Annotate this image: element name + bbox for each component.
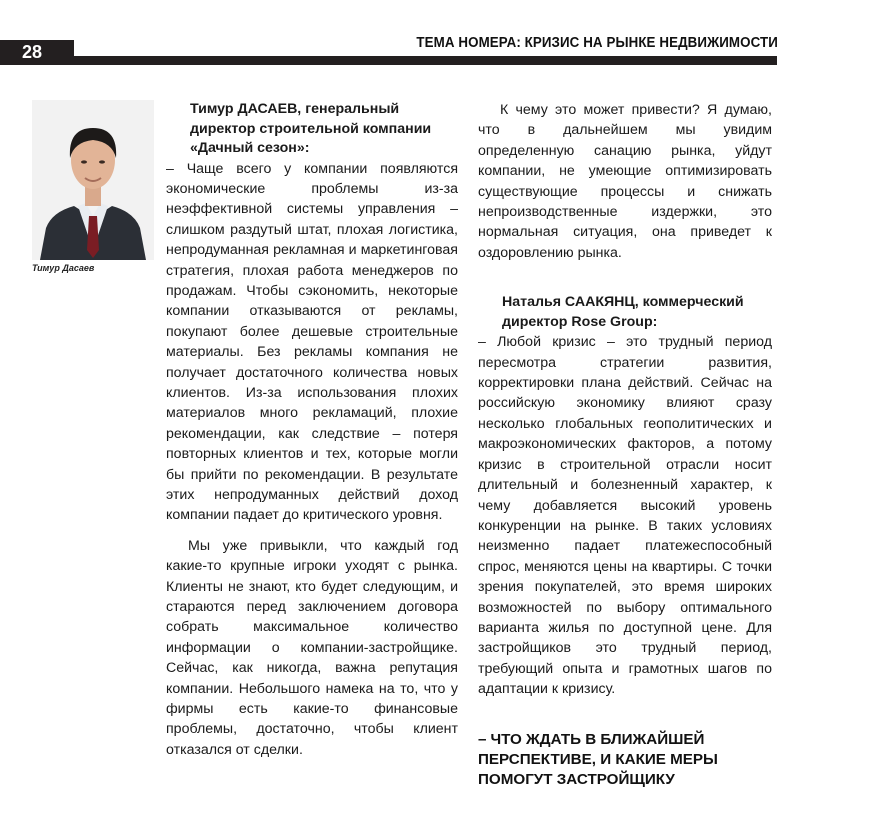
photo-caption: Тимур Дасаев [32, 263, 95, 273]
speaker-heading: Тимур ДАСАЕВ, генеральный директор строительной компании «Дачный сезон»: [190, 101, 432, 156]
header-rule [74, 56, 777, 65]
section-title: ТЕМА НОМЕРА: КРИЗИС НА РЫНКЕ НЕДВИЖИМОСТИ [416, 35, 778, 51]
paragraph: Мы уже привыкли, что каждый год какие-то крупные игроки уходят с рынка. Клиенты не знают, кто будет следующим, и стараются перед заключением договора собрать максимальное количество информации о компании-застройщике. Сейчас, как никогда, важна репутация компании. Небольшого намека на то, что у фирмы есть какие-то финансовые проблемы, достаточно, чтобы клиент отказался от сделки. [166, 537, 458, 758]
portrait-photo [32, 100, 154, 260]
column-right [478, 100, 772, 790]
subheading-text: ЧТО ЖДАТЬ В БЛИЖАЙШЕЙ ПЕРСПЕКТИВЕ, И КАКИЕ МЕРЫ ПОМОГУТ ЗАСТРОЙЩИКУ [478, 730, 718, 788]
column-left [166, 100, 458, 760]
paragraph: – Любой кризис – это трудный период пересмотра стратегии развития, корректировки плана действий. Сейчас на российскую экономику влияют сразу несколько глобальных геополитических и макроэкономических факторов, а потому кризис в строительной отрасли носит длительный и болезненный характер, к чему добавляется высокий уровень конкуренции на рынке. В таких условиях неизменно падает платежеспособный спрос, меняются цены на квартиры. С точки зрения покупателей, это время широких возможностей по выбору оптимального варианта жилья по доступной цене. Для застройщиков это трудный период, требующий опыта и грамотных шагов по адаптации к кризису. [478, 334, 772, 698]
subheading [478, 730, 772, 790]
paragraph: – Чаще всего у компании появляются экономические проблемы из-за неэффективной системы управления – слишком раздутый штат, плохая логистика, непродуманная рекламная и маркетинговая стратегия, плохая работа менеджеров по продажам. Чтобы сэкономить, некоторые компании отказываются от рекламы, покупают более дешевые строительные материалы. Без рекламы компания не получает достаточного количества новых клиентов. Из-за использования плохих материалов много рекламаций, плохие рекомендации, как следствие – потеря повторных клиентов и тех, которые могли бы прийти по рекомендации. В результате этих непродуманных действий доход компании падает до критического уровня. [166, 160, 458, 524]
page-header [0, 0, 889, 70]
speaker-heading: Наталья СААКЯНЦ, коммерческий директор Rose Group: [502, 294, 744, 330]
subheading-dash: – [478, 730, 487, 748]
page-number: 28 [0, 40, 74, 65]
paragraph: К чему это может привести? Я думаю, что в дальнейшем мы увидим определенную санацию рынка, уйдут компании, не умеющие оптимизировать существующие процессы и снижать непроизводственные издержки, это нормальная ситуация, она приведет к оздоровлению рынка. [478, 102, 772, 261]
